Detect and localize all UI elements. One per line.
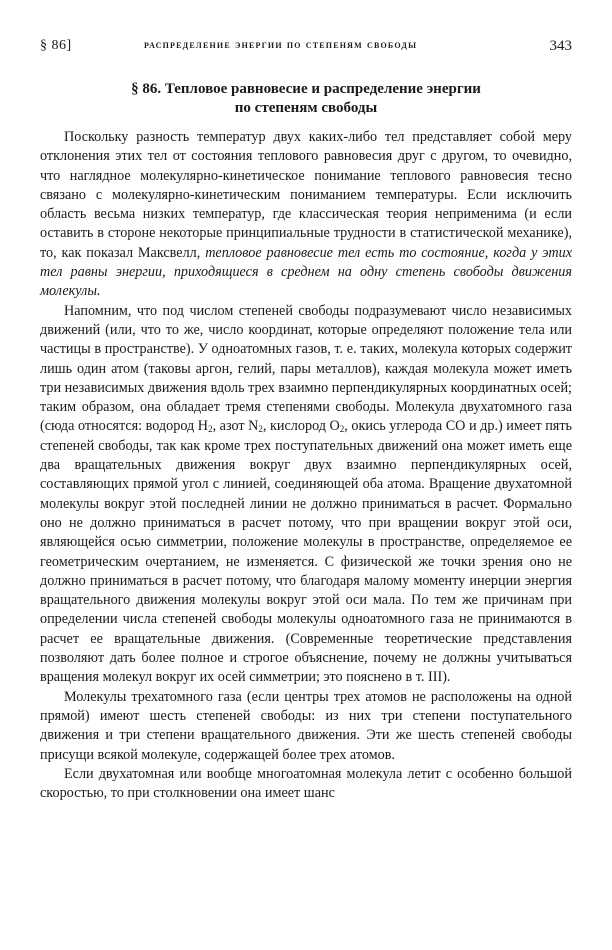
running-title: распределение энергии по степеням свободы: [144, 39, 418, 51]
paragraph-2: [40, 302, 572, 688]
paragraph-2-text-b: , азот N: [212, 418, 259, 435]
body-text: [40, 128, 572, 803]
subscript-n2: 2: [258, 424, 263, 435]
subscript-o2: 2: [339, 424, 345, 435]
section-title-line-1: § 86. Тепловое равновесие и распределение энергии: [131, 81, 481, 97]
section-title: [40, 80, 572, 118]
paragraph-2-text-a: Напомним, что под числом степеней свободы подразумевают число независимых движений (или, что то же, число координат, которые определяют положение тела или частицы в пространстве). У одноатомных газов, т. е. таких, молекула которых содержит лишь один атом (таковы аргон, гелий, пары металлов), каждая молекула может иметь три независимых движения вдоль трех взаимно перпендикулярных координатных осей; таким образом, она обладает тремя степенями свободы. Молекула двухатомного газа (сюда относятся: водород H: [40, 302, 572, 435]
paragraph-4: Если двухатомная или вообще многоатомная молекула летит с особенно большой скоростью, то при столкновении она имеет шанс: [40, 765, 572, 802]
paragraph-3: Молекулы трехатомного газа (если центры трех атомов не расположены на одной прямой) имеют шесть степеней свободы: из них три степени поступательного движения и три степени вращательного движения. Эти же шесть степеней свободы присущи всякой молекуле, содержащей более трех атомов.: [40, 688, 572, 763]
paragraph-2-text-d: , окись углерода CO и др.) имеет пять степеней свободы, так как кроме трех поступательных движений она может иметь еще два вращательных движения вокруг двух взаимно перпендикулярных осей, составляющих прямой угол с линией, соединяющей оба атома. Вращение двухатомной молекулы вокруг этой последней линии не должно приниматься в расчет. Формально оно не должно приниматься в расчет потому, что при вращении вокруг этой оси, являющейся осью симметрии, положение молекулы в пространстве, определяемое ее геометрическим очертанием, не изменяется. С физической же точки зрения оно не должно приниматься в расчет потому, что благодаря малому моменту инерции энергия вращательного движения молекулы вокруг этой оси мала. По тем же причинам при определении числа степеней свободы молекулы одноатомного газа не принимаются в расчет ее вращательные движения. (Современные теоретические представления позволяют дать более полное и строгое объяснение, почему не должны учитываться вращения молекул вокруг их осей симметрии; это пояснено в т. III).: [40, 418, 573, 686]
subscript-h2: 2: [208, 424, 213, 435]
running-head: [40, 38, 572, 60]
paragraph-1-italic-statement: тепловое равновесие тел есть то состояние, когда у этих тел равны энергии, приходящиеся в среднем на одну степень свободы движения молекулы.: [40, 244, 572, 300]
page-number: 343: [549, 38, 572, 54]
paragraph-1: [40, 128, 572, 302]
paragraph-2-text-c: , кислород O: [262, 418, 340, 435]
section-reference: § 86]: [40, 38, 72, 53]
paragraph-1-text: Поскольку разность температур двух каких-либо тел представляет собой меру отклонения этих тел от состояния теплового равновесия друг с другом, то очевидно, что наглядное молекулярно-кинетическое понимание теплового равновесия тесно связано с молекулярно-кинетическим пониманием температуры. Если исключить область весьма низких температур, где классическая теория неприменима (и если оставить в стороне некоторые принципиальные трудности в статистической механике), то, как показал Максвелл,: [40, 129, 572, 261]
section-title-line-2: по степеням свободы: [234, 100, 378, 116]
